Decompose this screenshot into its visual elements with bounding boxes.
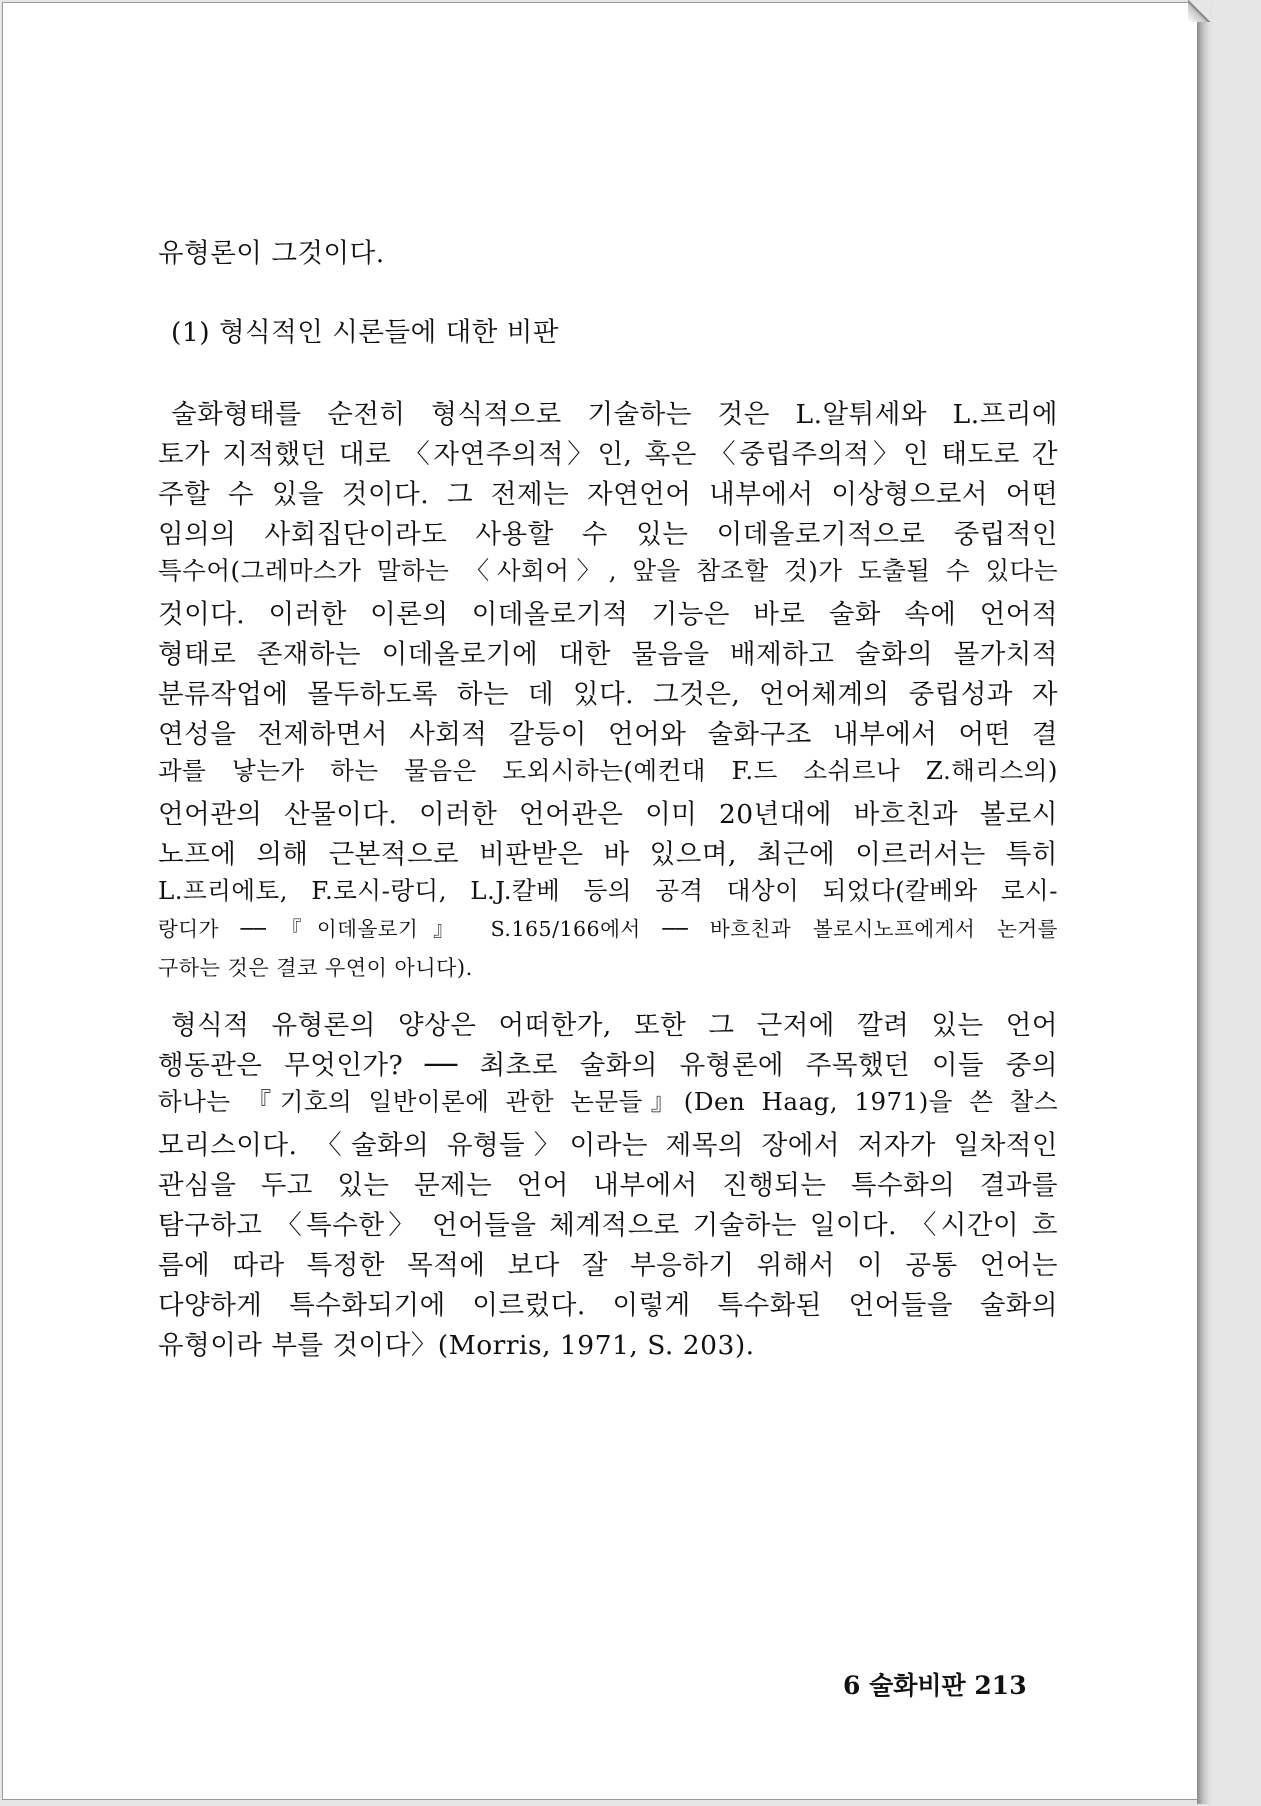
paragraph2-line: 행동관은 무엇인가? ── 최초로 술화의 유형론에 주목했던 이들 중의: [158, 1050, 1058, 1081]
paragraph1-line: 연성을 전제하면서 사회적 갈등이 언어와 술화구조 내부에서 어떤 결: [158, 719, 1058, 750]
paragraph1-line: 랑디가 ──『이데올로기』 S.165/166에서 ── 바흐친과 볼로시노프에게서 논거를: [158, 917, 1058, 941]
paragraph1-line: 술화형태를 순전히 형식적으로 기술하는 것은 L.알튀세와 L.프리에: [171, 399, 1058, 430]
paragraph2-line: 름에 따라 특정한 목적에 보다 잘 부응하기 위해서 이 공통 언어는: [158, 1250, 1058, 1281]
paragraph1-line: 임의의 사회집단이라도 사용할 수 있는 이데올로기적으로 중립적인: [158, 519, 1058, 550]
paragraph1-line: 구하는 것은 결코 우연이 아니다).: [158, 956, 473, 980]
section-heading: (1) 형식적인 시론들에 대한 비판: [171, 317, 559, 348]
paragraph1-line: 것이다. 이러한 이론의 이데올로기적 기능은 바로 술화 속에 언어적: [158, 599, 1058, 630]
book-page: [2, 2, 1198, 1800]
paragraph1-line: 형태로 존재하는 이데올로기에 대한 물음을 배제하고 술화의 몰가치적: [158, 639, 1058, 670]
paragraph2-line: 형식적 유형론의 양상은 어떠한가, 또한 그 근저에 깔려 있는 언어: [171, 1010, 1058, 1041]
intro-line: 유형론이 그것이다.: [158, 238, 385, 269]
paragraph1-line: 주할 수 있을 것이다. 그 전제는 자연언어 내부에서 이상형으로서 어떤: [158, 479, 1058, 510]
page-corner-curl: [1188, 0, 1210, 22]
paragraph2-line: 유형이라 부를 것이다〉(Morris, 1971, S. 203).: [158, 1330, 755, 1361]
paragraph1-line: 토가 지적했던 대로 〈자연주의적〉인, 혹은 〈중립주의적〉인 태도로 간: [158, 439, 1058, 470]
paragraph2-line: 하나는 『기호의 일반이론에 관한 논문들』(Den Haag, 1971)을 쓴 찰스: [158, 1087, 1058, 1116]
paragraph1-line: 노프에 의해 근본적으로 비판받은 바 있으며, 최근에 이르러서는 특히: [158, 839, 1058, 870]
paragraph2-line: 다양하게 특수화되기에 이르렀다. 이렇게 특수화된 언어들을 술화의: [158, 1290, 1058, 1321]
page-edge-shadow: [1197, 4, 1213, 1804]
paragraph2-line: 모리스이다. 〈술화의 유형들〉이라는 제목의 장에서 저자가 일차적인: [158, 1130, 1058, 1161]
paragraph1-line: 과를 낳는가 하는 물음은 도외시하는(예컨대 F.드 소쉬르나 Z.해리스의): [158, 756, 1058, 785]
paragraph1-line: 분류작업에 몰두하도록 하는 데 있다. 그것은, 언어체계의 중립성과 자: [158, 679, 1058, 710]
paragraph1-line: 특수어(그레마스가 말하는 〈사회어〉, 앞을 참조할 것)가 도출될 수 있다는: [158, 556, 1058, 585]
running-head-page-number: 6 술화비판 213: [843, 1671, 1027, 1700]
paragraph1-line: L.프리에토, F.로시-랑디, L.J.칼베 등의 공격 대상이 되었다(칼베와 로시-: [158, 876, 1058, 905]
paragraph2-line: 탐구하고 〈특수한〉 언어들을 체계적으로 기술하는 일이다. 〈시간이 흐: [158, 1210, 1058, 1241]
paragraph2-line: 관심을 두고 있는 문제는 언어 내부에서 진행되는 특수화의 결과를: [158, 1170, 1058, 1201]
paragraph1-line: 언어관의 산물이다. 이러한 언어관은 이미 20년대에 바흐친과 볼로시: [158, 799, 1058, 830]
